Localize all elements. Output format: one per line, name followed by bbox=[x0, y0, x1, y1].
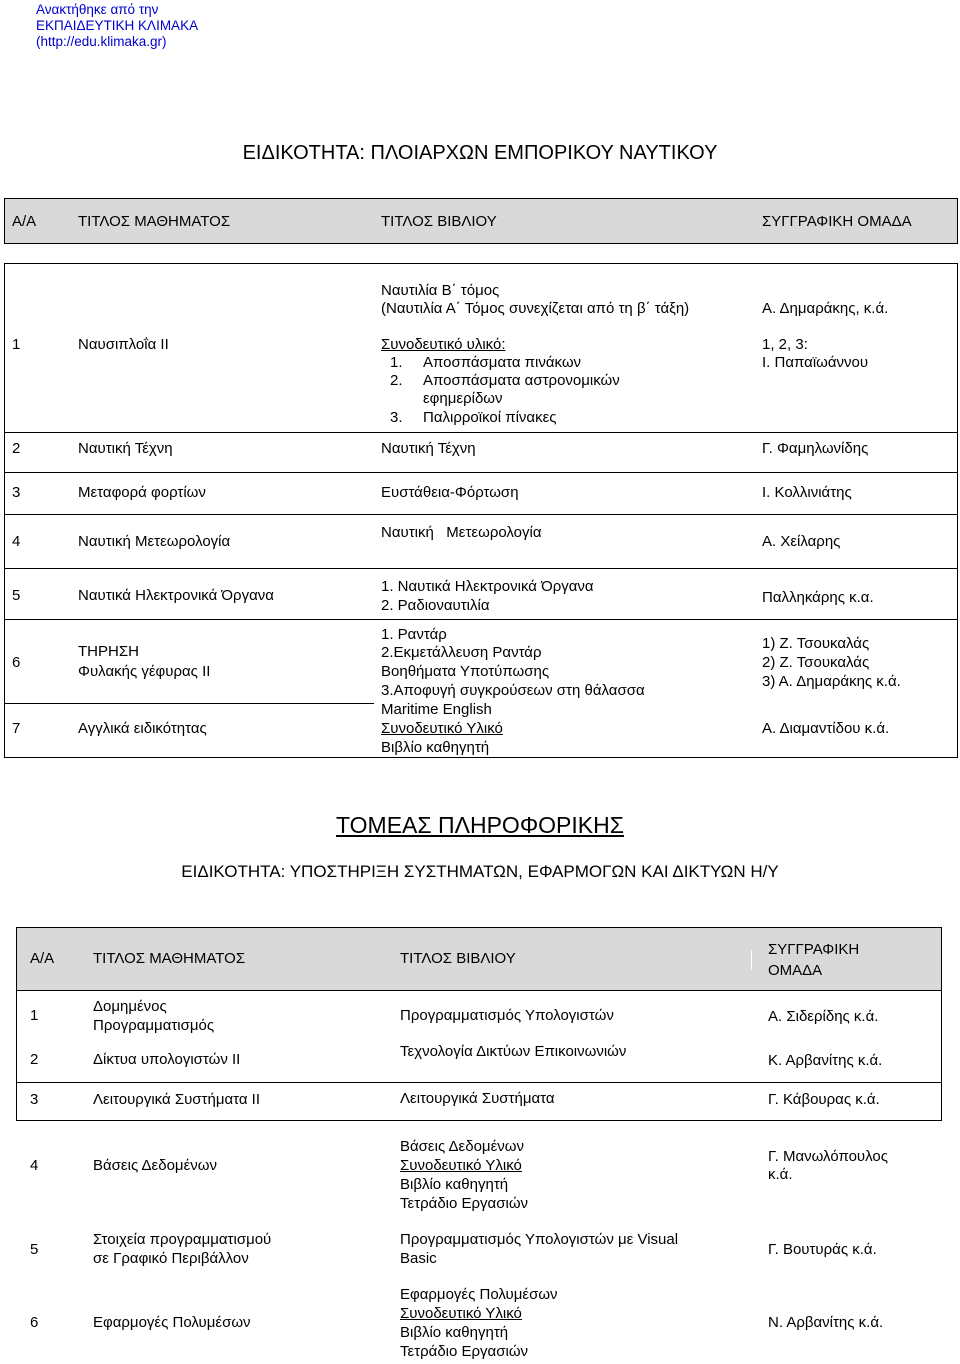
book-title: Ναυτική Τέχνη bbox=[381, 440, 476, 457]
authors: Α. Χείλαρης bbox=[762, 533, 841, 550]
divider bbox=[751, 950, 752, 970]
course-title: Δίκτυα υπολογιστών ΙΙ bbox=[93, 1051, 241, 1068]
row-num: 1 bbox=[12, 336, 21, 353]
course-title: Προγραμματισμός bbox=[93, 1017, 215, 1034]
authors: Κ. Αρβανίτης κ.ά. bbox=[768, 1052, 883, 1069]
authors: Α. Διαμαντίδου κ.ά. bbox=[762, 720, 890, 737]
book-title: 2. Ραδιοναυτιλία bbox=[381, 597, 490, 614]
course-title: Βάσεις Δεδομένων bbox=[93, 1157, 217, 1174]
row-num: 3 bbox=[12, 484, 21, 501]
authors: Ι. Παπαϊωάννου bbox=[762, 354, 869, 371]
header-authors: ΣΥΓΓΡΑΦΙΚΗ bbox=[768, 941, 860, 958]
row-num: 6 bbox=[30, 1314, 39, 1331]
specialty-title-2: ΕΙΔΙΚΟΤΗΤΑ: ΥΠΟΣΤΗΡΙΞΗ ΣΥΣΤΗΜΑΤΩΝ, ΕΦΑΡΜΟΓΩΝ ΚΑΙ ΔΙΚΤΥΩΝ Η/Υ bbox=[181, 862, 779, 881]
list-number: 3. bbox=[390, 409, 403, 426]
divider bbox=[16, 1082, 942, 1083]
list-item: εφημερίδων bbox=[423, 390, 503, 407]
course-title: σε Γραφικό Περιβάλλον bbox=[93, 1250, 249, 1267]
course-title: Ναυτική Μετεωρολογία bbox=[78, 533, 231, 550]
row-num: 4 bbox=[12, 533, 21, 550]
header-course: ΤΙΤΛΟΣ ΜΑΘΗΜΑΤΟΣ bbox=[93, 950, 246, 967]
divider bbox=[16, 927, 942, 928]
header-num: Α/Α bbox=[30, 950, 55, 967]
book-title: 3.Αποφυγή συγκρούσεων στη θάλασσα bbox=[381, 682, 645, 699]
course-title: Ναυσιπλοΐα ΙΙ bbox=[78, 336, 169, 353]
book-title: Προγραμματισμός Υπολογιστών με Visual bbox=[400, 1231, 679, 1248]
book-title: Τετράδιο Εργασιών bbox=[400, 1343, 529, 1360]
course-title: Δομημένος bbox=[93, 998, 167, 1015]
divider bbox=[957, 263, 958, 758]
authors: κ.ά. bbox=[768, 1166, 793, 1183]
row-num: 5 bbox=[30, 1241, 39, 1258]
authors: Ν. Αρβανίτης κ.ά. bbox=[768, 1314, 884, 1331]
header-num: Α/Α bbox=[12, 213, 37, 230]
book-title: Βιβλίο καθηγητή bbox=[400, 1176, 509, 1193]
authors: 2) Ζ. Τσουκαλάς bbox=[762, 654, 870, 671]
course-title: Ναυτικά Ηλεκτρονικά Όργανα bbox=[78, 587, 274, 604]
course-title: Αγγλικά ειδικότητας bbox=[78, 720, 207, 737]
divider bbox=[16, 1120, 942, 1121]
authors: 1) Ζ. Τσουκαλάς bbox=[762, 635, 870, 652]
divider bbox=[4, 757, 958, 758]
row-num: 2 bbox=[30, 1051, 39, 1068]
row-num: 2 bbox=[12, 440, 21, 457]
list-item: Αποσπάσματα αστρονομικών bbox=[423, 372, 620, 389]
divider bbox=[4, 703, 374, 704]
header-book: ΤΙΤΛΟΣ ΒΙΒΛΙΟΥ bbox=[400, 950, 516, 967]
row-num: 6 bbox=[12, 654, 21, 671]
list-item: Παλιρροϊκοί πίνακες bbox=[423, 409, 557, 426]
authors-note: 1, 2, 3: bbox=[762, 336, 808, 353]
book-title: Βοηθήματα Υποτύπωσης bbox=[381, 663, 550, 680]
header-course: ΤΙΤΛΟΣ ΜΑΘΗΜΑΤΟΣ bbox=[78, 213, 231, 230]
book-title: Προγραμματισμός Υπολογιστών bbox=[400, 1007, 614, 1024]
header-book: ΤΙΤΛΟΣ ΒΙΒΛΙΟΥ bbox=[381, 213, 497, 230]
book-title: 2.Εκμετάλλευση Ραντάρ bbox=[381, 644, 542, 661]
divider bbox=[4, 514, 958, 515]
authors: 3) Α. Δημαράκης κ.ά. bbox=[762, 673, 901, 690]
divider bbox=[4, 263, 958, 264]
row-num: 4 bbox=[30, 1157, 39, 1174]
divider bbox=[16, 990, 942, 991]
row-num: 1 bbox=[30, 1007, 39, 1024]
divider bbox=[4, 198, 5, 244]
book-title: Τεχνολογία Δικτύων Επικοινωνιών bbox=[400, 1043, 627, 1060]
course-title: ΤΗΡΗΣΗ bbox=[78, 643, 139, 660]
row-num: 7 bbox=[12, 720, 21, 737]
authors: Α. Δημαράκης, κ.ά. bbox=[762, 300, 889, 317]
source-line-2: ΕΚΠΑΙΔΕΥΤΙΚΗ ΚΛΙΜΑΚΑ bbox=[36, 18, 199, 33]
divider bbox=[4, 243, 958, 244]
book-title: Λειτουργικά Συστήματα bbox=[400, 1090, 555, 1107]
specialty-title-1: ΕΙΔΙΚΟΤΗΤΑ: ΠΛΟΙΑΡΧΩΝ ΕΜΠΟΡΙΚΟΥ ΝΑΥΤΙΚΟΥ bbox=[242, 142, 718, 164]
book-title: Βιβλίο καθηγητή bbox=[381, 739, 490, 756]
book-title: Maritime English bbox=[381, 701, 492, 718]
authors: Γ. Βουτυράς κ.ά. bbox=[768, 1241, 877, 1258]
divider bbox=[4, 263, 5, 758]
source-line-1: Ανακτήθηκε από την bbox=[36, 2, 159, 17]
divider bbox=[941, 990, 942, 1120]
row-num: 3 bbox=[30, 1091, 39, 1108]
divider bbox=[941, 927, 942, 991]
header-authors: ΣΥΓΓΡΑΦΙΚΗ ΟΜΑΔΑ bbox=[762, 213, 912, 230]
authors: Γ. Μανωλόπουλος bbox=[768, 1148, 888, 1165]
book-title: Τετράδιο Εργασιών bbox=[400, 1195, 529, 1212]
authors: Ι. Κολλινιάτης bbox=[762, 484, 852, 501]
course-title: Εφαρμογές Πολυμέσων bbox=[93, 1314, 251, 1331]
supplementary-label: Συνοδευτικό Υλικό bbox=[400, 1157, 522, 1174]
course-title: Λειτουργικά Συστήματα ΙΙ bbox=[93, 1091, 261, 1108]
authors: Γ. Φαμηλωνίδης bbox=[762, 440, 869, 457]
supplementary-label: Συνοδευτικό υλικό: bbox=[381, 336, 506, 353]
divider bbox=[16, 990, 17, 1120]
list-number: 2. bbox=[390, 372, 403, 389]
divider bbox=[4, 198, 958, 199]
list-item: Αποσπάσματα πινάκων bbox=[423, 354, 582, 371]
book-title: Ναυτιλία Β΄ τόμος bbox=[381, 282, 500, 299]
book-title: Basic bbox=[400, 1250, 437, 1267]
divider bbox=[4, 568, 958, 569]
authors: Α. Σιδερίδης κ.ά. bbox=[768, 1008, 879, 1025]
supplementary-label: Συνοδευτικό Υλικό bbox=[381, 720, 503, 737]
course-title: Μεταφορά φορτίων bbox=[78, 484, 206, 501]
book-title: 1. Ναυτικά Ηλεκτρονικά Όργανα bbox=[381, 578, 594, 595]
supplementary-label: Συνοδευτικό Υλικό bbox=[400, 1305, 522, 1322]
list-number: 1. bbox=[390, 354, 403, 371]
header-authors: ΟΜΑΔΑ bbox=[768, 962, 823, 979]
divider bbox=[16, 927, 17, 991]
authors: Γ. Κάβουρας κ.ά. bbox=[768, 1091, 880, 1108]
divider bbox=[957, 198, 958, 244]
source-note bbox=[36, 2, 198, 50]
book-title: Βάσεις Δεδομένων bbox=[400, 1138, 524, 1155]
divider bbox=[4, 432, 958, 433]
sector-title: ΤΟΜΕΑΣ ΠΛΗΡΟΦΟΡΙΚΗΣ bbox=[336, 812, 624, 838]
book-title: Εφαρμογές Πολυμέσων bbox=[400, 1286, 558, 1303]
course-title: Στοιχεία προγραμματισμού bbox=[93, 1231, 272, 1248]
source-link[interactable]: (http://edu.klimaka.gr) bbox=[36, 34, 167, 49]
row-num: 5 bbox=[12, 587, 21, 604]
divider bbox=[4, 472, 958, 473]
book-note: (Ναυτιλία Α΄ Τόμος συνεχίζεται από τη β΄ τάξη) bbox=[381, 300, 690, 317]
authors: Παλληκάρης κ.α. bbox=[762, 589, 874, 606]
book-title: Ευστάθεια-Φόρτωση bbox=[381, 484, 519, 501]
divider bbox=[4, 619, 958, 620]
course-title: Ναυτική Τέχνη bbox=[78, 440, 173, 457]
book-title: 1. Ραντάρ bbox=[381, 626, 447, 643]
book-title: Βιβλίο καθηγητή bbox=[400, 1324, 509, 1341]
course-title: Φυλακής γέφυρας ΙΙ bbox=[78, 663, 211, 680]
book-title: Ναυτική Μετεωρολογία bbox=[381, 524, 542, 541]
